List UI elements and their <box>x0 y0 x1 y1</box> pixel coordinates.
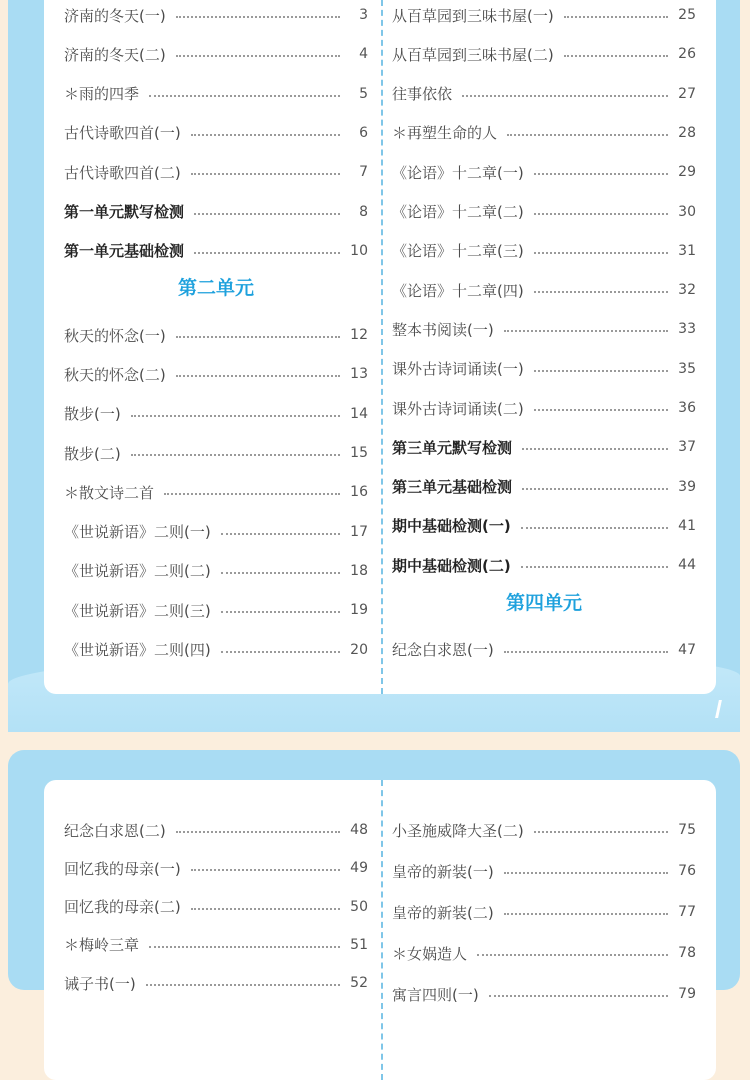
toc-entry-page: 15 <box>350 445 368 461</box>
toc-entry-title: 从百草园到三味书屋(二) <box>392 45 554 64</box>
toc-entry-title: 第一单元基础检测 <box>64 242 185 261</box>
toc-entry[interactable] <box>392 432 696 462</box>
dot-leader <box>176 829 340 833</box>
toc-entry[interactable] <box>64 853 368 883</box>
toc-entry-title: 第一单元默写检测 <box>64 203 185 221</box>
dot-leader <box>194 250 340 254</box>
toc-entry-page: 39 <box>678 478 696 495</box>
toc-entry-title: 纪念白求恩(二) <box>64 821 166 840</box>
toc-entry-title: 散步(一) <box>64 405 121 424</box>
dot-leader <box>194 211 340 215</box>
toc-entry[interactable] <box>392 393 696 423</box>
unit-heading: 第二单元 <box>177 277 254 300</box>
toc-entry[interactable] <box>392 275 696 305</box>
toc-entry-title: 《世说新语》二则(四) <box>64 641 211 659</box>
dot-leader <box>521 564 668 568</box>
toc-entry-page: 6 <box>359 124 368 141</box>
toc-entry-page: 8 <box>359 203 368 220</box>
toc-entry-title: 《世说新语》二则(一) <box>64 523 211 542</box>
toc-entry[interactable] <box>64 79 368 109</box>
toc-entry-page: 48 <box>350 822 368 838</box>
toc-entry-title: 整本书阅读(一) <box>392 320 494 339</box>
dot-leader <box>534 250 668 254</box>
toc-entry-title: 第三单元默写检测 <box>392 438 513 457</box>
toc-entry[interactable] <box>64 815 368 845</box>
toc-entry[interactable] <box>392 157 696 187</box>
toc-entry[interactable] <box>392 938 696 968</box>
dot-leader <box>191 867 340 871</box>
dot-leader <box>521 525 668 529</box>
toc-entry[interactable] <box>392 197 696 227</box>
dot-leader <box>221 649 340 653</box>
toc-entry-page: 27 <box>678 85 696 102</box>
toc-entry-title: 《论语》十二章(一) <box>392 163 524 182</box>
toc-entry[interactable] <box>392 472 696 502</box>
toc-entry[interactable] <box>392 815 696 845</box>
toc-entry[interactable] <box>64 236 368 266</box>
toc-entry[interactable] <box>392 314 696 344</box>
dot-leader <box>534 829 668 833</box>
toc-entry-page: 51 <box>350 936 368 953</box>
toc-entry-title: 古代诗歌四首(一) <box>64 124 181 143</box>
toc-entry-title: 《论语》十二章(四) <box>392 281 524 300</box>
toc-entry-title: 皇帝的新装(二) <box>392 903 494 922</box>
dot-leader <box>191 132 340 136</box>
dot-leader <box>564 14 668 18</box>
column-divider <box>381 780 383 1080</box>
toc-entry[interactable] <box>392 635 696 665</box>
toc-entry-page: 20 <box>350 641 368 658</box>
toc-sheet-bottom <box>44 780 716 1080</box>
dot-leader <box>164 491 340 495</box>
dot-leader <box>176 14 340 18</box>
column-divider <box>381 0 383 694</box>
toc-entry-page: 32 <box>678 282 696 299</box>
toc-entry-page: 18 <box>350 562 368 579</box>
dot-leader <box>462 93 668 97</box>
toc-entry[interactable] <box>392 79 696 109</box>
toc-entry-page: 17 <box>350 523 368 540</box>
dot-leader <box>522 486 668 490</box>
toc-entry-title: 《世说新语》二则(三) <box>64 601 211 620</box>
toc-entry-page: 76 <box>678 863 696 879</box>
toc-entry-page: 52 <box>350 975 368 992</box>
toc-entry-page: 12 <box>350 327 368 344</box>
dot-leader <box>131 452 340 456</box>
toc-entry[interactable] <box>392 354 696 384</box>
toc-entry-title: 古代诗歌四首(二) <box>64 163 181 182</box>
toc-entry-page: 26 <box>678 46 696 63</box>
toc-entry[interactable] <box>64 157 368 187</box>
toc-entry-title: 期中基础检测(二) <box>392 556 511 575</box>
toc-entry[interactable] <box>64 359 368 389</box>
toc-entry-page: 35 <box>678 360 696 377</box>
toc-entry[interactable] <box>392 236 696 266</box>
dot-leader <box>221 570 340 574</box>
toc-entry-page: 19 <box>350 602 368 619</box>
toc-entry-page: 37 <box>678 439 696 456</box>
dot-leader <box>176 373 340 377</box>
toc-entry-page: 77 <box>678 904 696 920</box>
toc-entry[interactable] <box>64 517 368 547</box>
toc-entry[interactable] <box>392 118 696 148</box>
toc-entry-page: 44 <box>678 557 696 574</box>
toc-entry[interactable] <box>64 399 368 429</box>
toc-entry-title: 回忆我的母亲(二) <box>64 898 181 917</box>
dot-leader <box>477 952 668 956</box>
toc-entry-title: 秋天的怀念(一) <box>64 326 166 345</box>
toc-entry-title: 往事依依 <box>392 85 453 104</box>
toc-entry[interactable] <box>392 897 696 927</box>
toc-entry-page: 31 <box>678 242 696 259</box>
dot-leader <box>191 906 340 910</box>
toc-entry[interactable] <box>64 39 368 69</box>
dot-leader <box>176 53 340 57</box>
toc-entry-page: 4 <box>359 46 368 63</box>
dot-leader <box>149 93 340 97</box>
toc-entry[interactable] <box>392 856 696 886</box>
toc-entry-title: ＊梅岭三章 <box>64 936 140 955</box>
toc-sheet-top <box>44 0 716 694</box>
toc-entry-page: 36 <box>678 400 696 416</box>
dot-leader <box>176 334 340 338</box>
toc-entry-page: 30 <box>678 203 696 220</box>
toc-entry-title: 《世说新语》二则(二) <box>64 562 211 581</box>
toc-entry[interactable] <box>64 438 368 468</box>
toc-entry-title: 秋天的怀念(二) <box>64 365 166 384</box>
toc-entry[interactable] <box>64 892 368 922</box>
toc-entry-title: ＊女娲造人 <box>392 944 468 963</box>
dot-leader <box>504 649 668 653</box>
dot-leader <box>504 328 668 332</box>
toc-entry-page: 10 <box>350 242 368 259</box>
toc-entry[interactable] <box>392 0 696 30</box>
toc-entry[interactable] <box>64 0 368 30</box>
dot-leader <box>534 407 668 411</box>
toc-entry[interactable] <box>392 550 696 580</box>
toc-entry-title: 《论语》十二章(三) <box>392 242 524 261</box>
toc-entry[interactable] <box>64 197 368 227</box>
toc-entry-title: ＊再塑生命的人 <box>392 124 498 143</box>
toc-entry-title: 济南的冬天(二) <box>64 45 166 64</box>
toc-entry-title: 回忆我的母亲(一) <box>64 859 181 878</box>
toc-entry-page: 5 <box>359 85 368 102</box>
toc-entry-page: 7 <box>359 164 368 181</box>
toc-entry-title: 从百草园到三味书屋(一) <box>392 6 554 25</box>
toc-entry-page: 13 <box>350 366 368 383</box>
dot-leader <box>221 531 340 535</box>
toc-entry[interactable] <box>64 635 368 665</box>
toc-panel-bottom <box>8 750 740 1004</box>
toc-entry-page: 28 <box>678 124 696 141</box>
toc-entry-page: 33 <box>678 321 696 338</box>
toc-entry-page: 14 <box>350 405 368 422</box>
toc-entry[interactable] <box>392 39 696 69</box>
dot-leader <box>522 446 668 450</box>
toc-entry[interactable] <box>64 556 368 586</box>
dot-leader <box>507 132 668 136</box>
toc-entry-title: 《论语》十二章(二) <box>392 203 524 221</box>
toc-entry-title: 济南的冬天(一) <box>64 6 166 25</box>
toc-entry[interactable] <box>64 968 368 998</box>
dot-leader <box>564 53 668 57</box>
toc-entry-page: 16 <box>350 484 368 501</box>
toc-entry-title: 课外古诗词诵读(二) <box>392 399 524 418</box>
dot-leader <box>191 171 340 175</box>
toc-entry-title: 第三单元基础检测 <box>392 478 513 497</box>
dot-leader <box>221 609 340 613</box>
toc-entry-title: 寓言四则(一) <box>392 985 479 1004</box>
toc-entry-title: ＊雨的四季 <box>64 85 140 104</box>
toc-entry[interactable] <box>392 511 696 541</box>
dot-leader <box>131 413 340 417</box>
toc-entry-title: 诫子书(一) <box>64 974 136 993</box>
toc-entry-title: 纪念白求恩(一) <box>392 641 494 659</box>
toc-entry[interactable] <box>64 320 368 350</box>
toc-entry-page: 78 <box>678 945 696 961</box>
toc-entry-page: 47 <box>678 641 696 658</box>
toc-entry-title: 期中基础检测(一) <box>392 517 511 536</box>
dot-leader <box>534 289 668 293</box>
unit-heading: 第四单元 <box>505 591 582 614</box>
toc-entry-page: 50 <box>350 898 368 915</box>
toc-entry-title: 散步(二) <box>64 444 121 463</box>
toc-entry-page: 79 <box>678 986 696 1002</box>
dot-leader <box>504 870 668 874</box>
toc-entry[interactable] <box>392 979 696 1009</box>
toc-entry[interactable] <box>64 477 368 507</box>
dot-leader <box>504 911 668 915</box>
toc-entry[interactable] <box>64 595 368 625</box>
toc-entry-page: 3 <box>359 7 368 23</box>
toc-entry-page: 25 <box>678 7 696 23</box>
toc-entry-page: 29 <box>678 164 696 181</box>
dot-leader <box>149 944 340 948</box>
toc-entry-page: 49 <box>350 860 368 877</box>
toc-panel-top <box>8 0 740 732</box>
toc-entry-title: 课外古诗词诵读(一) <box>392 360 524 379</box>
toc-entry-title: 皇帝的新装(一) <box>392 862 494 881</box>
dot-leader <box>489 993 668 997</box>
toc-entry-page: 75 <box>678 822 696 838</box>
dot-leader <box>534 211 668 215</box>
toc-entry[interactable] <box>64 118 368 148</box>
dot-leader <box>534 368 668 372</box>
toc-entry-page: 41 <box>678 517 696 534</box>
dot-leader <box>534 171 668 175</box>
toc-entry[interactable] <box>64 930 368 960</box>
toc-entry-title: 小圣施威降大圣(二) <box>392 821 524 840</box>
dot-leader <box>146 982 340 986</box>
toc-entry-title: ＊散文诗二首 <box>64 483 155 502</box>
